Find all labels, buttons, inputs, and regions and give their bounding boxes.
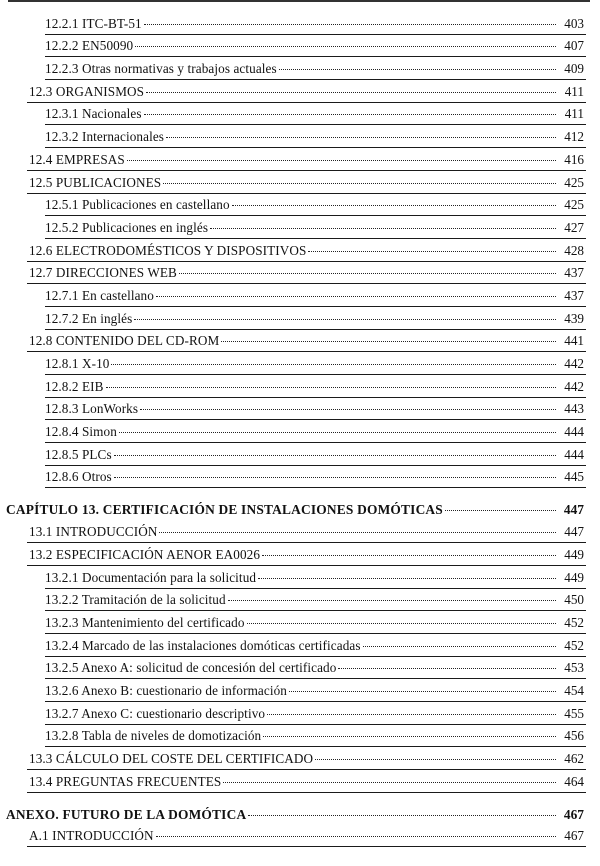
toc-subsection-entry[interactable] bbox=[27, 398, 586, 421]
toc-subsection-entry[interactable] bbox=[27, 375, 586, 398]
dot-leader bbox=[144, 23, 556, 25]
dot-leader bbox=[363, 645, 556, 647]
dot-leader bbox=[221, 340, 556, 342]
dot-leader bbox=[210, 227, 556, 229]
toc-entry-title: 12.5 PUBLICACIONES bbox=[29, 174, 162, 190]
dot-leader bbox=[114, 454, 556, 456]
dot-leader bbox=[262, 554, 556, 556]
toc-entry-title: 12.2.1 ITC-BT-51 bbox=[45, 15, 142, 31]
dot-leader bbox=[166, 136, 556, 138]
toc-entry-title: ANEXO. FUTURO DE LA DOMÓTICA bbox=[6, 806, 247, 822]
toc-entry-page: 407 bbox=[564, 38, 584, 54]
toc-section-entry[interactable] bbox=[27, 330, 586, 353]
dot-leader bbox=[223, 781, 556, 783]
toc-entry-page: 450 bbox=[564, 592, 584, 608]
toc-section-entry[interactable] bbox=[27, 747, 586, 770]
toc-entry-title: 12.8.1 X-10 bbox=[45, 356, 110, 371]
toc-entry-page: 403 bbox=[564, 15, 584, 31]
toc-entry-title: 12.7.2 En inglés bbox=[45, 310, 133, 326]
toc-entry-page: 416 bbox=[564, 151, 584, 167]
toc-subsection-entry[interactable] bbox=[27, 702, 586, 725]
toc-chapter-entry[interactable] bbox=[6, 494, 586, 520]
dot-leader bbox=[228, 599, 556, 601]
dot-leader bbox=[135, 45, 556, 47]
toc-entry-title: A.1 INTRODUCCIÓN bbox=[29, 828, 154, 844]
toc-entry-page: 447 bbox=[564, 524, 584, 540]
dot-leader bbox=[140, 408, 556, 410]
dot-leader bbox=[279, 68, 556, 70]
toc-section-entry[interactable] bbox=[27, 825, 586, 848]
dot-leader bbox=[315, 758, 556, 760]
toc-subsection-entry[interactable] bbox=[27, 352, 586, 375]
toc-entry-page: 467 bbox=[563, 806, 584, 822]
dot-leader bbox=[134, 318, 556, 320]
dot-leader bbox=[146, 91, 556, 93]
toc-subsection-entry[interactable] bbox=[27, 657, 586, 680]
toc-subsection-entry[interactable] bbox=[27, 103, 586, 126]
toc-section-entry[interactable] bbox=[27, 80, 586, 103]
dot-leader bbox=[179, 272, 556, 274]
toc-entry-title: 12.2.2 EN50090 bbox=[45, 38, 134, 54]
dot-leader bbox=[111, 363, 556, 365]
toc-entry-page: 467 bbox=[564, 828, 584, 844]
toc-subsection-entry[interactable] bbox=[27, 194, 586, 217]
toc-section-entry[interactable] bbox=[27, 239, 586, 262]
dot-leader bbox=[106, 386, 556, 388]
toc-entry-title: 12.3.2 Internacionales bbox=[45, 129, 165, 145]
toc-entry-title: 12.7.1 En castellano bbox=[45, 287, 154, 303]
toc-entry-page: 449 bbox=[564, 569, 584, 585]
toc-subsection-entry[interactable] bbox=[27, 634, 586, 657]
toc-entry-page: 449 bbox=[564, 546, 584, 562]
toc-entry-title: 13.2.6 Anexo B: cuestionario de información bbox=[45, 682, 287, 698]
toc-entry-page: 442 bbox=[564, 378, 584, 394]
toc-entry-page: 452 bbox=[564, 637, 584, 653]
toc-subsection-entry[interactable] bbox=[27, 284, 586, 307]
toc-entry-page: 428 bbox=[564, 242, 584, 258]
toc-entry-page: 437 bbox=[564, 265, 584, 281]
toc-subsection-entry[interactable] bbox=[27, 466, 586, 489]
top-rule bbox=[8, 0, 590, 2]
toc-entry-title: 12.8.4 Simon bbox=[45, 424, 117, 440]
toc-entry-page: 411 bbox=[564, 83, 584, 99]
toc-entry-page: 453 bbox=[564, 660, 584, 676]
toc-section-entry[interactable] bbox=[27, 148, 586, 171]
toc-entry-title: 12.7 DIRECCIONES WEB bbox=[29, 265, 177, 281]
toc-entry-page: 412 bbox=[564, 129, 584, 145]
toc-entry-page: 427 bbox=[564, 219, 584, 235]
toc-entry-title: 12.5.2 Publicaciones en inglés bbox=[45, 219, 209, 235]
toc-entry-title: CAPÍTULO 13. CERTIFICACIÓN DE INSTALACIONES DOMÓTICAS bbox=[6, 502, 443, 518]
toc-subsection-entry[interactable] bbox=[27, 216, 586, 239]
dot-leader bbox=[258, 577, 556, 579]
toc-entry-page: 447 bbox=[563, 502, 584, 518]
dot-leader bbox=[232, 204, 556, 206]
toc-section-entry[interactable] bbox=[27, 770, 586, 793]
dot-leader bbox=[248, 814, 556, 816]
toc-entry-page: 452 bbox=[564, 614, 584, 630]
toc-entry-title: 12.8.6 Otros bbox=[45, 469, 112, 485]
toc-subsection-entry[interactable] bbox=[27, 307, 586, 330]
toc-subsection-entry[interactable] bbox=[27, 125, 586, 148]
toc-entry-page: 464 bbox=[564, 773, 584, 789]
toc-subsection-entry[interactable] bbox=[27, 679, 586, 702]
toc-entry-title: 13.3 CÁLCULO DEL COSTE DEL CERTIFICADO bbox=[29, 751, 314, 766]
dot-leader bbox=[156, 295, 556, 297]
toc-entry-page: 454 bbox=[564, 682, 584, 698]
toc-entry-title: 13.2.2 Tramitación de la solicitud bbox=[45, 592, 226, 608]
toc-entry-page: 425 bbox=[564, 174, 584, 190]
dot-leader bbox=[127, 159, 556, 161]
toc-entry-title: 13.4 PREGUNTAS FRECUENTES bbox=[29, 773, 222, 789]
toc-entry-page: 442 bbox=[564, 356, 584, 371]
toc-entry-title: 13.2.4 Marcado de las instalaciones domóticas certificadas bbox=[45, 637, 361, 653]
toc-subsection-entry[interactable] bbox=[27, 35, 586, 58]
toc-entry-page: 409 bbox=[564, 61, 584, 77]
dot-leader bbox=[159, 531, 556, 533]
toc-section-entry[interactable] bbox=[27, 520, 586, 543]
toc-entry-page: 441 bbox=[564, 333, 584, 349]
toc-entry-page: 455 bbox=[564, 705, 584, 721]
toc-subsection-entry[interactable] bbox=[27, 589, 586, 612]
toc-entry-title: 13.2 ESPECIFICACIÓN AENOR EA0026 bbox=[29, 546, 261, 562]
toc-entry-page: 439 bbox=[564, 310, 584, 326]
toc-subsection-entry[interactable] bbox=[27, 611, 586, 634]
toc-entry-page: 445 bbox=[564, 469, 584, 485]
toc-entry-page: 411 bbox=[564, 106, 584, 122]
toc-subsection-entry[interactable] bbox=[27, 57, 586, 80]
toc-section-entry[interactable] bbox=[27, 262, 586, 285]
toc-entry-page: 462 bbox=[564, 751, 584, 766]
dot-leader bbox=[114, 476, 556, 478]
toc-entry-title: 13.2.5 Anexo A: solicitud de concesión del certificado bbox=[45, 660, 337, 676]
dot-leader bbox=[263, 735, 556, 737]
dot-leader bbox=[156, 835, 556, 837]
dot-leader bbox=[247, 622, 556, 624]
toc-subsection-entry[interactable] bbox=[27, 420, 586, 443]
table-of-contents bbox=[0, 12, 600, 847]
toc-chapter-entry[interactable] bbox=[6, 799, 586, 825]
toc-entry-title: 13.2.7 Anexo C: cuestionario descriptivo bbox=[45, 705, 266, 721]
toc-entry-title: 12.5.1 Publicaciones en castellano bbox=[45, 197, 230, 213]
toc-entry-title: 12.8.3 LonWorks bbox=[45, 401, 139, 417]
toc-entry-title: 13.2.3 Mantenimiento del certificado bbox=[45, 614, 245, 630]
dot-leader bbox=[338, 667, 556, 669]
dot-leader bbox=[289, 690, 556, 692]
toc-entry-page: 456 bbox=[564, 728, 584, 744]
dot-leader bbox=[308, 250, 556, 252]
dot-leader bbox=[163, 182, 556, 184]
toc-entry-title: 12.2.3 Otras normativas y trabajos actuales bbox=[45, 61, 277, 77]
dot-leader bbox=[144, 113, 556, 115]
toc-subsection-entry[interactable] bbox=[27, 443, 586, 466]
toc-entry-title: 13.2.8 Tabla de niveles de domotización bbox=[45, 728, 262, 744]
toc-entry-page: 444 bbox=[564, 446, 584, 462]
toc-entry-title: 13.2.1 Documentación para la solicitud bbox=[45, 569, 257, 585]
toc-entry-page: 444 bbox=[564, 424, 584, 440]
toc-entry-title: 12.3 ORGANISMOS bbox=[29, 83, 145, 99]
toc-section-entry[interactable] bbox=[27, 171, 586, 194]
toc-subsection-entry[interactable] bbox=[27, 566, 586, 589]
toc-entry-title: 12.8.2 EIB bbox=[45, 378, 104, 394]
dot-leader bbox=[445, 509, 556, 511]
toc-entry-page: 443 bbox=[564, 401, 584, 417]
toc-entry-page: 437 bbox=[564, 287, 584, 303]
toc-subsection-entry[interactable] bbox=[27, 12, 586, 35]
toc-entry-title: 12.3.1 Nacionales bbox=[45, 106, 142, 122]
toc-entry-title: 13.1 INTRODUCCIÓN bbox=[29, 524, 158, 540]
toc-entry-title: 12.8.5 PLCs bbox=[45, 446, 112, 462]
toc-subsection-entry[interactable] bbox=[27, 725, 586, 748]
dot-leader bbox=[267, 713, 556, 715]
toc-section-entry[interactable] bbox=[27, 543, 586, 566]
toc-entry-title: 12.6 ELECTRODOMÉSTICOS Y DISPOSITIVOS bbox=[29, 242, 307, 258]
toc-entry-title: 12.4 EMPRESAS bbox=[29, 151, 125, 167]
toc-entry-title: 12.8 CONTENIDO DEL CD-ROM bbox=[29, 333, 220, 349]
dot-leader bbox=[119, 431, 556, 433]
toc-entry-page: 425 bbox=[564, 197, 584, 213]
